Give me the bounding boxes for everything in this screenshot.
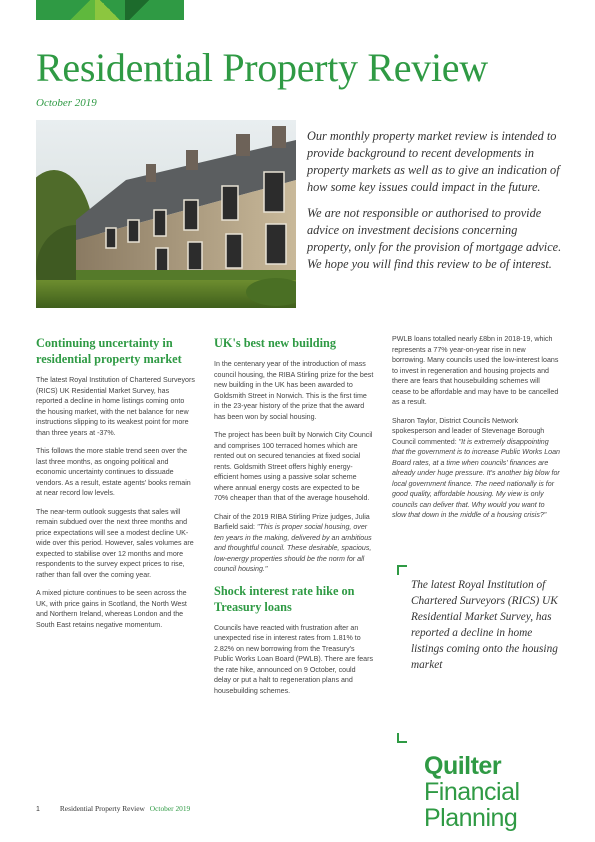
page-title: Residential Property Review <box>36 45 488 90</box>
logo-line: Quilter <box>424 752 502 780</box>
footer-date: October 2019 <box>149 804 191 813</box>
article-column-2 <box>214 335 374 704</box>
intro-text <box>307 128 562 282</box>
quote-text: "This is proper social housing, over ten years in the making, delivered by an ambitious and thoughtful council. These desirable, spacious, low-energy properties should be the norm for all council housing." <box>214 523 372 573</box>
article-paragraph <box>214 512 374 575</box>
bar-segment <box>154 0 184 20</box>
article-heading: UK's best new building <box>214 336 336 350</box>
article-paragraph: The project has been built by Norwich City Council and comprises 100 terraced homes which are rented out on secured tenancies at fixed social rents. Goldsmith Street offers highly energy-efficient homes using a passive solar scheme where annual energy costs are expected to be 70% cheaper than that of the average household. <box>214 431 373 502</box>
article-paragraph <box>392 416 560 521</box>
article-paragraph: PWLB loans totalled nearly £8bn in 2018-19, which represents a 77% year-on-year rise in new borrowing. Many councils used the low-interest loans to invest in regeneration and housing projects and there are fears that housebuilding schemes will cease to be affordable and may have to be cancelled as a result. <box>392 335 559 406</box>
quote-lead: Sharon Taylor, District Councils Network spokesperson and leader of Stevenage Borough Council commented: <box>392 416 545 446</box>
quote-bracket <box>397 733 407 743</box>
article-paragraph: The near-term outlook suggests that sales will remain subdued over the next three months and price expectations will see a modest decline UK-wide over this period. However, sales volumes are expected to stabilise over 12 months and more respondents to the survey expect prices to rise, rather than fall over the coming year. <box>36 507 194 579</box>
logo-line: Planning <box>424 804 518 832</box>
footer-title: Residential Property Review <box>59 804 145 813</box>
article-paragraph: In the centenary year of the introduction of mass council housing, the RIBA Stirling prize for the best new building in the UK has been awarded to Goldsmith Street in Norwich. This is the first time in the 23-year history of the prize that the award has been won by social housing. <box>214 360 374 421</box>
article-column-1 <box>36 335 196 638</box>
article-heading: Shock interest rate hike on Treasury loans <box>214 583 355 614</box>
bar-segment <box>66 0 96 20</box>
logo-line: Financial <box>424 778 520 806</box>
issue-date: October 2019 <box>36 97 97 109</box>
hero-image <box>36 120 296 308</box>
header-color-bar <box>36 0 184 20</box>
article-paragraph: Councils have reacted with frustration after an unexpected rise in interest rates from 1.81% to 2.82% on new borrowing from the Treasury's Public Works Loan Board (PWLB). There are fears the rate hike, announced on 9 October, could delay or put a halt to regeneration plans and housebuilding schemes. <box>214 623 374 695</box>
article-heading: Continuing uncertainty in residential property market <box>36 336 182 366</box>
quote-text: "It is extremely disappointing that the government is to increase Public Works Loan Board rates, at a time when councils' finances are already under huge pressure. It's another big blow for local government finance. The need nationally is for good quality, affordable housing. My view is only councils can deliver that. Why would you want to slow that down in the middle of a housing crisis?" <box>392 437 560 519</box>
quilter-logo <box>424 754 520 831</box>
bar-segment <box>36 0 66 20</box>
bar-segment <box>125 0 155 20</box>
page-number: 1 <box>36 806 40 813</box>
article-paragraph: This follows the more stable trend seen over the last three months, as ongoing political and economic uncertainty continues to dissuade vendors. As a result, estate agents' books remain at near record low levels. <box>36 447 191 497</box>
pull-quote-text: The latest Royal Institution of Chartered Surveyors (RICS) UK Residential Market Survey, has reported a decline in home listings coming onto the housing market <box>411 579 558 672</box>
page-footer <box>36 804 190 813</box>
intro-paragraph: We are not responsible or authorised to provide advice on investment decisions concerning property, only for the provision of mortgage advice. We hope you will find this review to be of interest. <box>307 206 562 271</box>
article-paragraph: A mixed picture continues to be seen across the UK, with price gains in Scotland, the North West and Northern Ireland, whereas London and the South East retains negative momentum. <box>36 589 187 629</box>
bar-segment <box>95 0 125 20</box>
quote-bracket <box>397 565 407 575</box>
pull-quote <box>397 565 557 743</box>
terraced-houses-photo <box>36 120 296 308</box>
intro-paragraph: Our monthly property market review is intended to provide background to recent developments in property markets as well as to give an indication of how some key issues could impact in the future. <box>307 129 560 194</box>
quote-lead: Chair of the 2019 RIBA Stirling Prize judges, Julia Barfield said: <box>214 512 370 531</box>
article-column-3 <box>392 334 560 529</box>
article-paragraph: The latest Royal Institution of Chartered Surveyors (RICS) UK Residential Market Survey, has reported a decline in home listings coming onto the housing market, with the net balance for new instructions slipping to its weakest point for more than three years at -37%. <box>36 376 195 437</box>
